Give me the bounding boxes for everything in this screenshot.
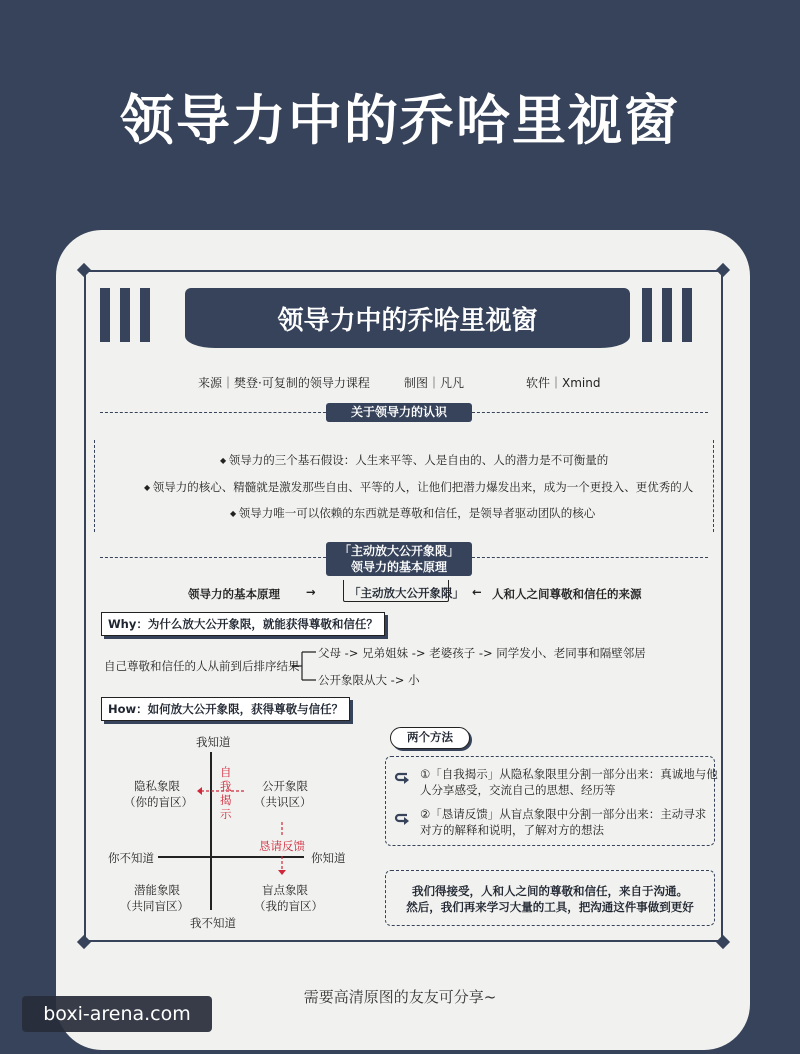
bullet-item: ◆ 领导力的三个基石假设：人生来平等、人是自由的、人的潜力是不可衡量的	[220, 452, 608, 468]
decor-bars-right	[642, 288, 692, 342]
axis-you-dont-know: 你不知道	[108, 851, 154, 865]
bullet-item: ◆ 领导力的核心、精髓就是激发那些自由、平等的人，让他们把潜力爆发出来，成为一个更投入、更优秀的人	[144, 479, 693, 495]
method-2-line1: ②「恳请反馈」从盲点象限中分割一部分出来：主动寻求	[420, 807, 707, 821]
quadrant-hidden-sub: （你的盲区）	[124, 795, 193, 809]
decor-bars-left	[100, 288, 150, 342]
page-title: 领导力中的乔哈里视窗	[120, 89, 680, 152]
quadrant-blind-title: 盲点象限	[262, 883, 308, 897]
why-branch-family: 父母 -> 兄弟姐妹 -> 老婆孩子 -> 同学发小、老同事和隔壁邻居	[318, 646, 646, 660]
why-label: Why：为什么放大公开象限，就能获得尊敬和信任？	[101, 612, 385, 636]
return-arrow-icon	[394, 813, 412, 827]
divider	[472, 557, 708, 558]
axis-you-know: 你知道	[311, 851, 346, 865]
method-1-line1: ①「自我揭示」从隐私象限里分割一部分出来：真诚地与他	[420, 767, 718, 781]
conclusion-box	[385, 870, 715, 926]
quadrant-open-sub: （共识区）	[254, 795, 312, 809]
arrow-right-icon: →	[306, 585, 316, 599]
return-arrow-icon	[394, 772, 412, 786]
conclusion-line: 然后，我们再来学习大量的工具，把沟通这件事做到更好	[406, 900, 694, 914]
credit-source: 来源｜樊登·可复制的领导力课程	[198, 376, 370, 390]
bullet-item: ◆ 领导力唯一可以依赖的东西就是尊敬和信任，是领导者驱动团队的核心	[230, 505, 595, 521]
ask-feedback-arrow-icon	[276, 820, 288, 876]
quadrant-hidden-title: 隐私象限	[134, 779, 180, 793]
conclusion-line: 我们得接受，人和人之间的尊敬和信任，来自于沟通。	[412, 884, 688, 898]
principle-center: 「主动放大公开象限」	[349, 586, 464, 600]
quadrant-blind-sub: （我的盲区）	[254, 899, 323, 913]
vertical-axis	[210, 752, 212, 910]
banner-title: 领导力中的乔哈里视窗	[185, 288, 630, 348]
how-label: How：如何放大公开象限，获得尊敬与信任？	[101, 697, 350, 721]
quadrant-open-title: 公开象限	[262, 779, 308, 793]
self-reveal-char: 揭	[220, 793, 232, 807]
quadrant-unknown-title: 潜能象限	[134, 883, 180, 897]
principle-right: 人和人之间尊敬和信任的来源	[492, 587, 642, 601]
self-reveal-arrow-icon	[196, 785, 246, 797]
credit-drawn: 制图｜凡凡	[404, 376, 465, 390]
watermark: boxi-arena.com	[22, 996, 212, 1032]
self-reveal-char: 示	[220, 807, 232, 821]
divider	[100, 412, 326, 413]
section-heading-understanding: 关于领导力的认识	[326, 403, 472, 422]
arrow-left-icon: ←	[472, 585, 482, 599]
axis-i-know: 我知道	[196, 735, 231, 749]
ask-feedback-label: 恳请反馈	[259, 839, 305, 853]
why-branch-open: 公开象限从大 -> 小	[318, 673, 420, 687]
self-reveal-char: 我	[220, 779, 232, 793]
heading-line: 「主动放大公开象限」	[338, 544, 459, 558]
divider	[100, 557, 326, 558]
method-2-line2: 对方的解释和说明，了解对方的想法	[420, 823, 604, 837]
principle-center-underline	[343, 580, 449, 602]
section-heading-principle	[326, 542, 472, 576]
why-root: 自己尊敬和信任的人从前到后排序结果	[104, 659, 300, 673]
quadrant-unknown-sub: （共同盲区）	[120, 899, 189, 913]
principle-left: 领导力的基本原理	[188, 587, 280, 601]
self-reveal-char: 自	[220, 765, 232, 779]
divider	[472, 412, 708, 413]
credit-software: 软件｜Xmind	[526, 376, 601, 390]
heading-line: 领导力的基本原理	[350, 560, 447, 574]
axis-i-dont-know: 我不知道	[190, 916, 236, 930]
branch-connector	[290, 648, 320, 684]
footer-note: 需要高清原图的友友可分享~	[303, 988, 497, 1006]
two-methods-label: 两个方法	[390, 727, 470, 749]
method-1-line2: 人分享感受，交流自己的思想、经历等	[420, 783, 616, 797]
